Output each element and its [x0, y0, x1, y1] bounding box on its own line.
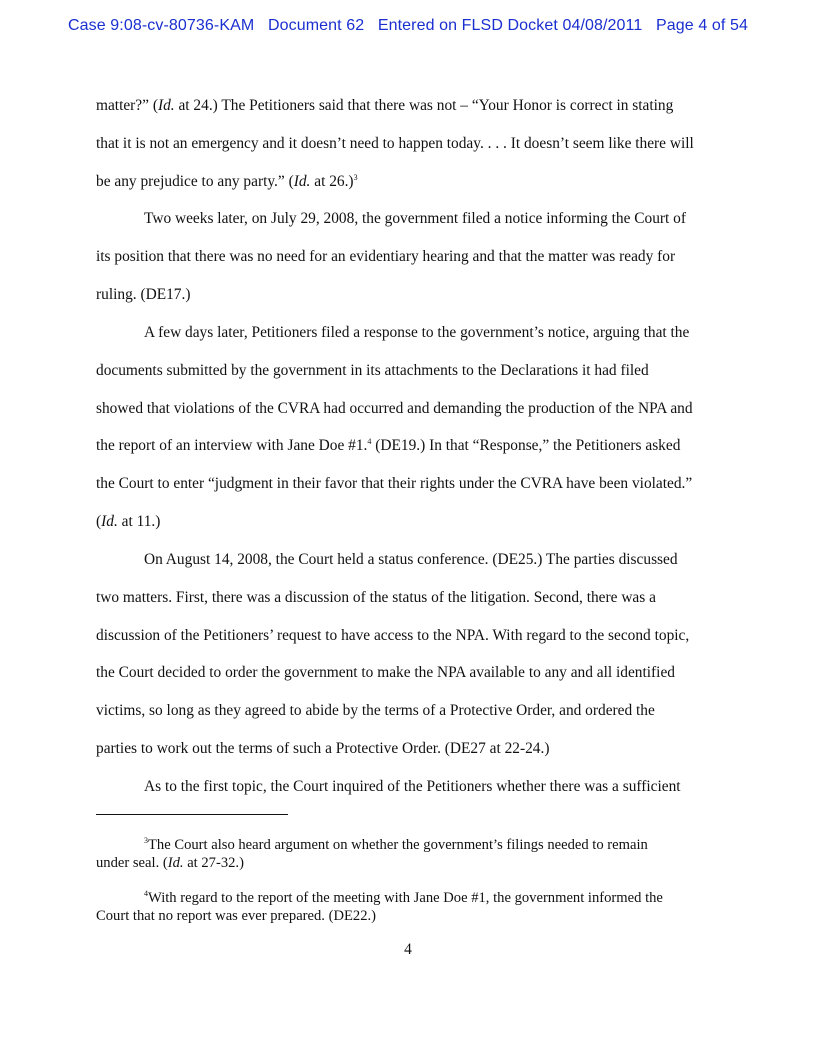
body-line: ruling. (DE17.) — [96, 286, 191, 303]
footnote-ref-4: 4 — [367, 437, 372, 446]
case-number: Case 9:08-cv-80736-KAM — [68, 17, 255, 34]
page-indicator: Page 4 of 54 — [656, 17, 748, 34]
body-line: victims, so long as they agreed to abide by the terms of a Protective Order, and ordered the — [96, 702, 655, 719]
body-line: its position that there was no need for an evidentiary hearing and that the matter was ready for — [96, 248, 676, 265]
footnote-4: $^4$With regard to the report of the meeting with Jane Doe #1, the government informed the — [144, 889, 663, 906]
footnote-marker: 3 — [144, 836, 148, 845]
body-line: As to the first topic, the Court inquired of the Petitioners whether there was a sufficient — [144, 778, 681, 795]
page-number: 4 — [404, 941, 412, 958]
footnote-3: $^3$The Court also heard argument on whether the government’s filings needed to remain — [144, 836, 648, 853]
footnote-ref-3: 3 — [353, 173, 358, 182]
body-line: discussion of the Petitioners’ request to have access to the NPA. With regard to the second topic, — [96, 627, 690, 644]
body-line: two matters. First, there was a discussion of the status of the litigation. Second, there was a — [96, 589, 656, 606]
body-line: the Court to enter “judgment in their favor that their rights under the CVRA have been violated.” — [96, 475, 693, 492]
footnote-3-line: under seal. (Id. at 27-32.) — [96, 855, 244, 871]
body-line: that it is not an emergency and it doesn’t need to happen today. . . . It doesn’t seem like there will — [96, 135, 694, 152]
footnote-separator — [96, 814, 288, 815]
body-line: parties to work out the terms of such a Protective Order. (DE27 at 22-24.) — [96, 740, 550, 757]
body-line: the Court decided to order the government to make the NPA available to any and all identified — [96, 664, 675, 681]
docket-header — [0, 17, 816, 35]
body-line: showed that violations of the CVRA had occurred and demanding the production of the NPA and — [96, 400, 693, 417]
footnote-4-line: Court that no report was ever prepared. (DE22.) — [96, 908, 377, 924]
body-line: the report of an interview with Jane Doe #1.$^4$ (DE19.) In that “Response,” the Petitioners asked — [96, 437, 681, 454]
body-line: Two weeks later, on July 29, 2008, the government filed a notice informing the Court of — [144, 210, 686, 227]
body-line: On August 14, 2008, the Court held a status conference. (DE25.) The parties discussed — [144, 551, 678, 568]
body-line: be any prejudice to any party.” (Id. at 26.)$^3$ — [96, 173, 358, 190]
body-line: (Id. at 11.) — [96, 513, 161, 530]
body-line: documents submitted by the government in its attachments to the Declarations it had filed — [96, 362, 649, 379]
document-number: Document 62 — [267, 17, 365, 34]
body-line: A few days later, Petitioners filed a response to the government’s notice, arguing that the — [144, 324, 690, 341]
footnote-marker: 4 — [144, 889, 148, 898]
docket-entry: Entered on FLSD Docket 04/08/2011 — [377, 17, 643, 34]
body-line: matter?” (Id. at 24.) The Petitioners said that there was not – “Your Honor is correct in stating — [96, 97, 674, 114]
